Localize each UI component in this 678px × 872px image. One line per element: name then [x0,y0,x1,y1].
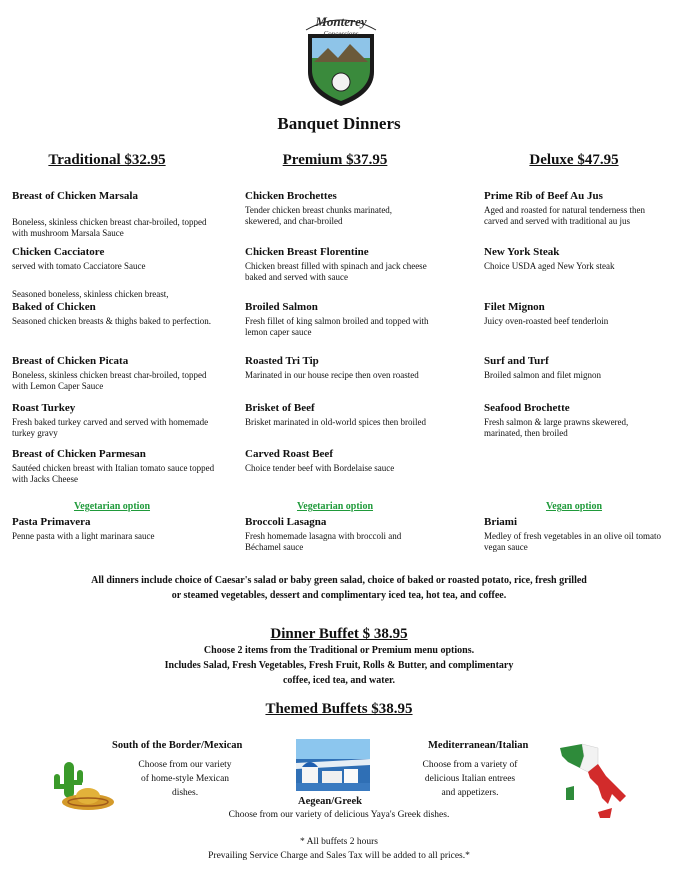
menu-item: Seafood Brochette Fresh salmon & large prawns skewered, marinated, then broiled [484,402,629,438]
menu-item: Brisket of Beef Brisket marinated in old-world spices then broiled [245,402,426,427]
menu-item: Chicken Brochettes Tender chicken breast chunks marinated, skewered, and char-broiled [245,190,393,226]
dinner-buffet-desc: Choose 2 items from the Traditional or Premium menu options. Includes Salad, Fresh Vegetables, Fresh Fruit, Rolls & Butter, and complimentary coffee, iced tea, and water. [164,645,514,686]
page-title: Banquet Dinners [277,114,401,133]
theme-greek-title: Aegean/Greek [298,796,362,807]
menu-item-option: Pasta Primavera Penne pasta with a light marinara sauce [12,516,155,541]
theme-italian-desc: Choose from a variety of delicious Italian entrees and appetizers. [422,760,518,798]
column-header: Deluxe $47.95 [529,152,619,168]
menu-item: New York Steak Choice USDA aged New York steak [484,246,615,271]
column-header: Premium $37.95 [282,152,388,168]
menu-item: Roasted Tri Tip Marinated in our house recipe then oven roasted [245,355,419,380]
menu-item: Chicken Breast Florentine Chicken breast filled with spinach and jack cheese baked and served with sauce [245,246,427,282]
dinner-buffet-title: Dinner Buffet $ 38.95 [270,626,408,642]
vegetarian-option-label: Vegetarian option [73,501,151,512]
themed-buffets-title: Themed Buffets $38.95 [265,701,413,717]
menu-item: Prime Rib of Beef Au Jus Aged and roasted for natural tenderness then carved and served with traditional au jus [484,190,645,226]
menu-item: Breast of Chicken Picata Boneless, skinless chicken breast char-broiled, topped with Lemon Caper Sauce [12,355,207,391]
menu-item-option: Briami Medley of fresh vegetables in an olive oil tomato vegan sauce [484,516,661,552]
menu-item: Breast of Chicken Parmesan Sautéed chicken breast with Italian tomato sauce topped with Jacks Cheese [12,448,215,484]
theme-mexican-title: South of the Border/Mexican [112,740,243,751]
menu-item: Roast Turkey Fresh baked turkey carved and served with homemade turkey gravy [12,402,209,438]
cactus-sombrero-icon [44,752,116,816]
theme-italian-title: Mediterranean/Italian [428,740,529,751]
menu-item: Baked of Chicken Seasoned chicken breasts & thighs baked to perfection. [12,301,211,326]
dinner-includes-note: All dinners include choice of Caesar's salad or baby green salad, choice of baked or roasted potato, rice, fresh grilled or steamed vegetables, dessert and complimentary iced tea, hot tea, and coffee. [91,575,587,601]
theme-mexican-desc: Choose from our variety of home-style Mexican dishes. [138,760,232,798]
vegan-option-label: Vegan option [545,501,603,512]
menu-item: Carved Roast Beef Choice tender beef with Bordelaise sauce [245,448,395,473]
menu-item: Seasoned boneless, skinless chicken breast, [12,289,169,299]
theme-greek-desc: Choose from our variety of delicious Yaya's Greek dishes. [228,810,450,820]
menu-item: Breast of Chicken Marsala Boneless, skinless chicken breast char-broiled, topped with mushroom Marsala Sauce [12,190,207,238]
column-header: Traditional $32.95 [48,152,166,168]
footer-note: * All buffets 2 hours Prevailing Service Charge and Sales Tax will be added to all prices.* [208,837,470,861]
menu-item-option: Broccoli Lasagna Fresh homemade lasagna with broccoli and Béchamel sauce [245,516,402,552]
svg-text:Monterey: Monterey [315,14,367,29]
menu-item: Broiled Salmon Fresh fillet of king salmon broiled and topped with lemon caper sauce [245,301,429,337]
vegetarian-option-label: Vegetarian option [296,501,374,512]
italy-flag-map-icon [554,742,634,826]
greek-island-photo [296,739,370,791]
company-logo [300,12,382,108]
menu-item: Chicken Cacciatore served with tomato Cacciatore Sauce [12,246,146,271]
menu-item: Filet Mignon Juicy oven-roasted beef tenderloin [484,301,609,326]
menu-item: Surf and Turf Broiled salmon and filet mignon [484,355,601,380]
svg-text:Concessions: Concessions [323,30,359,38]
